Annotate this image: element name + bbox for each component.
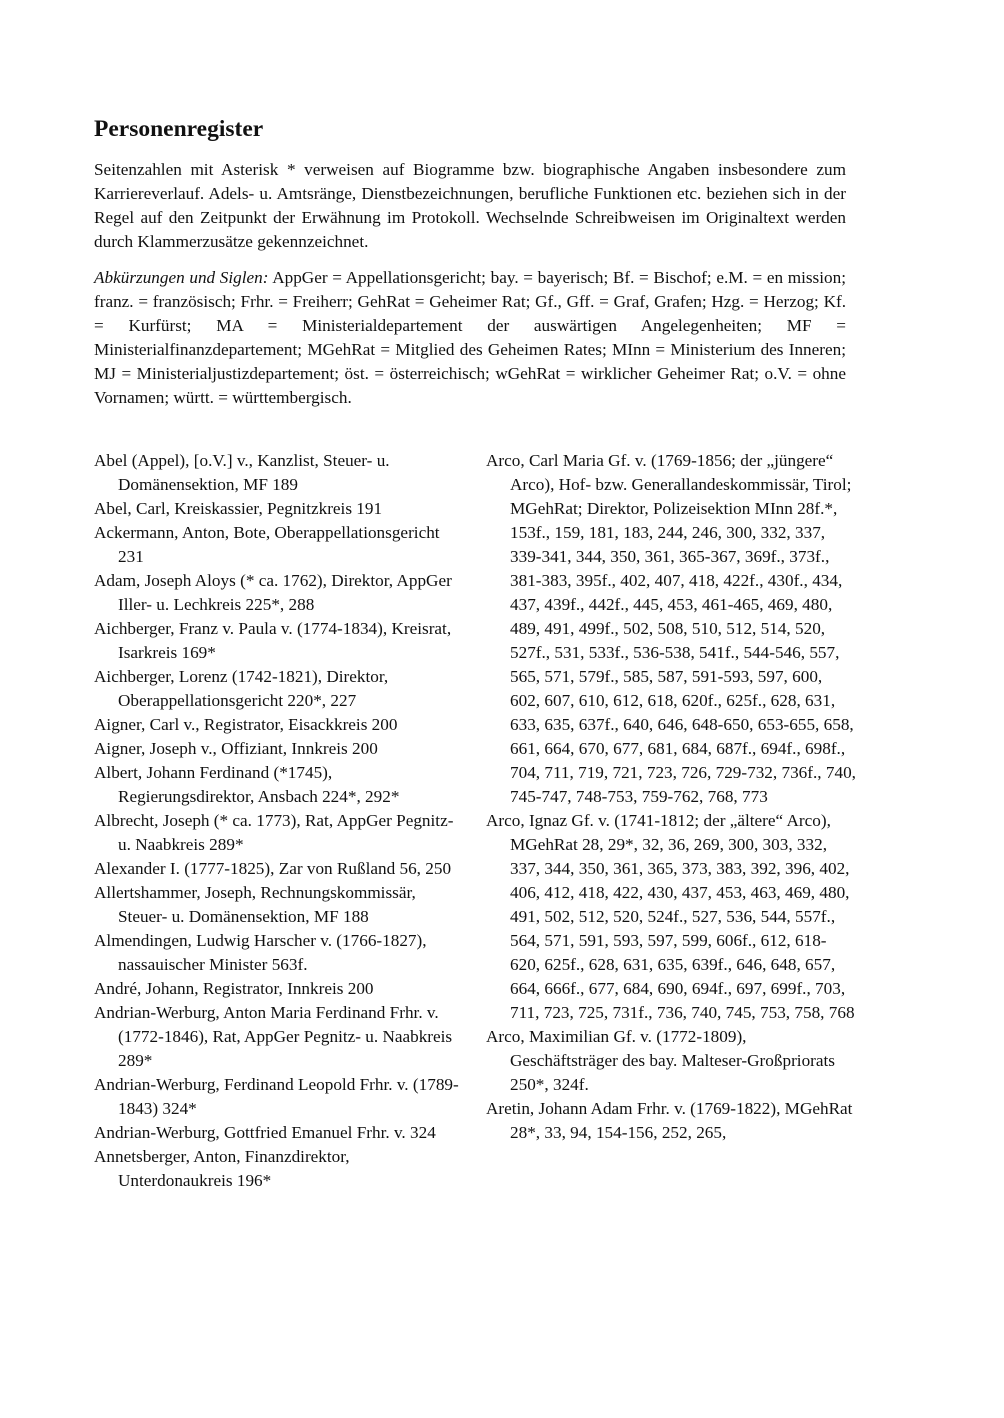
index-entry: Arco, Maximilian Gf. v. (1772-1809), Geschäftsträger des bay. Malteser-Großpriorats 250*, 324f.	[486, 1027, 835, 1094]
index-entry: Andrian-Werburg, Gottfried Emanuel Frhr. v. 324	[94, 1123, 436, 1142]
index-entry: Arco, Ignaz Gf. v. (1741-1812; der „ältere“ Arco), MGehRat 28, 29*, 32, 36, 269, 300, 303, 332, 337, 344, 350, 361, 365, 373, 383, 392, 396, 402, 406, 412, 418, 422, 430, 437, 453, 463, 469, 480, 491, 502, 512, 520, 524f., 527, 536, 544, 557f., 564, 571, 591, 593, 597, 599, 606f., 612, 618-620, 625f., 628, 631, 635, 639f., 646, 648, 657, 664, 666f., 677, 684, 690, 694f., 697, 699f., 703, 711, 723, 725, 731f., 736, 740, 745, 753, 758, 768	[486, 811, 855, 1022]
index-entry: Albert, Johann Ferdinand (*1745), Regierungsdirektor, Ansbach 224*, 292*	[94, 763, 400, 806]
index-entry: Aichberger, Franz v. Paula v. (1774-1834), Kreisrat, Isarkreis 169*	[94, 619, 452, 662]
index-entry: Alexander I. (1777-1825), Zar von Rußland 56, 250	[94, 859, 452, 878]
index-entry: Abel (Appel), [o.V.] v., Kanzlist, Steuer- u. Domänensektion, MF 189	[94, 451, 390, 494]
index-entry: Albrecht, Joseph (* ca. 1773), Rat, AppGer Pegnitz- u. Naabkreis 289*	[94, 811, 454, 854]
intro-paragraph: Seitenzahlen mit Asterisk * verweisen auf Biogramme bzw. biographische Angaben insbesondere zum Karriereverlauf. Adels- u. Amtsränge, Dienstbezeichnungen, berufliche Funktionen etc. beziehen sich in der Regel auf den Zeitpunkt der Erwähnung im Protokoll. Wechselnde Schreibweisen im Originaltext werden durch Klammerzusätze gekennzeichnet.	[94, 160, 846, 251]
index-entry: Ackermann, Anton, Bote, Oberappellationsgericht 231	[94, 523, 440, 566]
index-entry: Abel, Carl, Kreiskassier, Pegnitzkreis 191	[94, 499, 383, 518]
index-entry: Andrian-Werburg, Ferdinand Leopold Frhr. v. (1789-1843) 324*	[94, 1075, 459, 1118]
page-title: Personenregister	[94, 116, 264, 142]
index-entry: Almendingen, Ludwig Harscher v. (1766-1827), nassauischer Minister 563f.	[94, 931, 427, 974]
index-entry: Adam, Joseph Aloys (* ca. 1762), Direktor, AppGer Iller- u. Lechkreis 225*, 288	[94, 571, 452, 614]
index-entry: Aichberger, Lorenz (1742-1821), Direktor, Oberappellationsgericht 220*, 227	[94, 667, 389, 710]
index-entry: Aigner, Carl v., Registrator, Eisackkreis 200	[94, 715, 398, 734]
index-column-left	[94, 449, 466, 1193]
index-column-right	[486, 449, 856, 1145]
index-entry: André, Johann, Registrator, Innkreis 200	[94, 979, 374, 998]
index-entry: Annetsberger, Anton, Finanzdirektor, Unterdonaukreis 196*	[94, 1147, 350, 1190]
abbreviations-text: AppGer = Appellationsgericht; bay. = bayerisch; Bf. = Bischof; e.M. = en mission; franz. = französisch; Frhr. = Freiherr; GehRat = Geheimer Rat; Gf., Gff. = Graf, Grafen; Hzg. = Herzog; Kf. = Kurfürst; MA = Ministerialdepartement der auswärtigen Angelegenheiten; MF = Ministerialfinanzdepartement; MGehRat = Mitglied des Geheimen Rates; MInn = Ministerium des Inneren; MJ = Ministerialjustizdepartement; öst. = österreichisch; wGehRat = wirklicher Geheimer Rat; o.V. = ohne Vornamen; württ. = württembergisch.	[94, 268, 846, 407]
abbreviations-label: Abkürzungen und Siglen:	[94, 268, 269, 287]
index-entry: Aigner, Joseph v., Offiziant, Innkreis 200	[94, 739, 378, 758]
index-entry: Aretin, Johann Adam Frhr. v. (1769-1822), MGehRat 28*, 33, 94, 154-156, 252, 265,	[486, 1099, 853, 1142]
index-entry: Arco, Carl Maria Gf. v. (1769-1856; der „jüngere“ Arco), Hof- bzw. Generallandeskommissär, Tirol; MGehRat; Direktor, Polizeisektion MInn 28f.*, 153f., 159, 181, 183, 244, 246, 300, 332, 337, 339-341, 344, 350, 361, 365-367, 369f., 373f., 381-383, 395f., 402, 407, 418, 422f., 430f., 434, 437, 439f., 442f., 445, 453, 461-465, 469, 480, 489, 491, 499f., 502, 508, 510, 512, 514, 520, 527f., 531, 533f., 536-538, 541f., 544-546, 557, 565, 571, 579f., 585, 587, 591-593, 597, 600, 602, 607, 610, 612, 618, 620f., 625f., 628, 631, 633, 635, 637f., 640, 646, 648-650, 653-655, 658, 661, 664, 670, 677, 681, 684, 687f., 694f., 698f., 704, 711, 719, 721, 723, 726, 729-732, 736f., 740, 745-747, 748-753, 759-762, 768, 773	[486, 451, 856, 806]
abbreviations-paragraph	[94, 266, 846, 410]
index-entry: Allertshammer, Joseph, Rechnungskommissär, Steuer- u. Domänensektion, MF 188	[94, 883, 416, 926]
index-entry: Andrian-Werburg, Anton Maria Ferdinand Frhr. v. (1772-1846), Rat, AppGer Pegnitz- u. Naabkreis 289*	[94, 1003, 453, 1070]
